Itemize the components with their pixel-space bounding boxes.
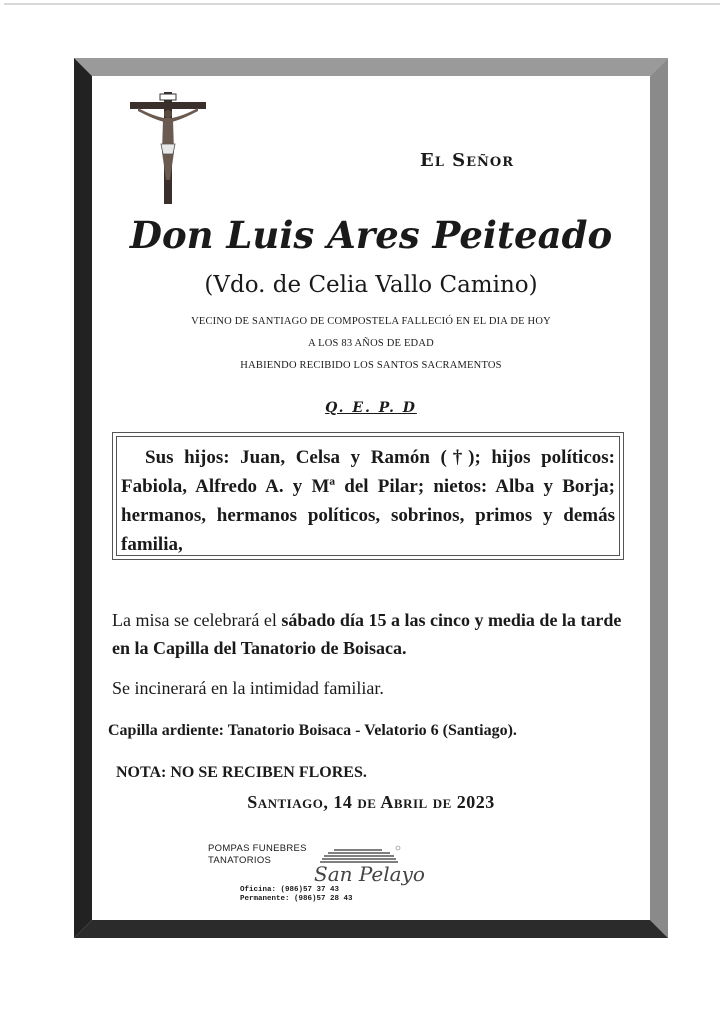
funeral-home-line2: TANATORIOS <box>208 855 272 866</box>
place-date: Santiago, 14 de Abril de 2023 <box>247 792 495 812</box>
office-phone: Oficina: (986)57 37 43 <box>240 886 340 894</box>
family-box <box>112 432 624 560</box>
qepd-label: Q. E. P. D <box>325 400 417 416</box>
crucifix-icon <box>128 92 208 204</box>
permanent-phone: Permanente: (986)57 28 43 <box>240 895 353 903</box>
honorific-title: El Señor <box>420 150 515 171</box>
sacraments-line: HABIENDO RECIBIDO LOS SANTOS SACRAMENTOS <box>240 360 502 371</box>
age-line: A LOS 83 AÑOS DE EDAD <box>308 338 434 349</box>
funeral-home-logo-text: San Pelayo <box>314 862 425 886</box>
cremation-line: Se incinerará en la intimidad familiar. <box>112 678 384 698</box>
funeral-home-line1: POMPAS FUNEBRES <box>208 843 307 854</box>
deceased-name: Don Luis Ares Peiteado <box>129 213 613 257</box>
no-flowers-note: NOTA: NO SE RECIBEN FLORES. <box>116 764 367 781</box>
residence-line: VECINO DE SANTIAGO DE COMPOSTELA FALLECIÓ EN EL DIA DE HOY <box>191 316 551 327</box>
mass-details: sábado día 15 a las cinco y media de la tarde en la Capilla del Tanatorio de Boisaca. <box>112 610 622 658</box>
mass-prefix: La misa se celebrará el <box>112 610 282 630</box>
chapel-line: Capilla ardiente: Tanatorio Boisaca - Velatorio 6 (Santiago). <box>108 722 517 739</box>
widower-line: (Vdo. de Celia Vallo Camino) <box>204 272 538 298</box>
family-text: Sus hijos: Juan, Celsa y Ramón (†); hijos políticos: Fabiola, Alfredo A. y Mª del Pilar; nietos: Alba y Borja; hermanos, hermanos políticos, sobrinos, primos y demás familia, <box>121 447 615 555</box>
top-scan-line <box>4 3 720 5</box>
mass-announcement <box>112 606 624 662</box>
